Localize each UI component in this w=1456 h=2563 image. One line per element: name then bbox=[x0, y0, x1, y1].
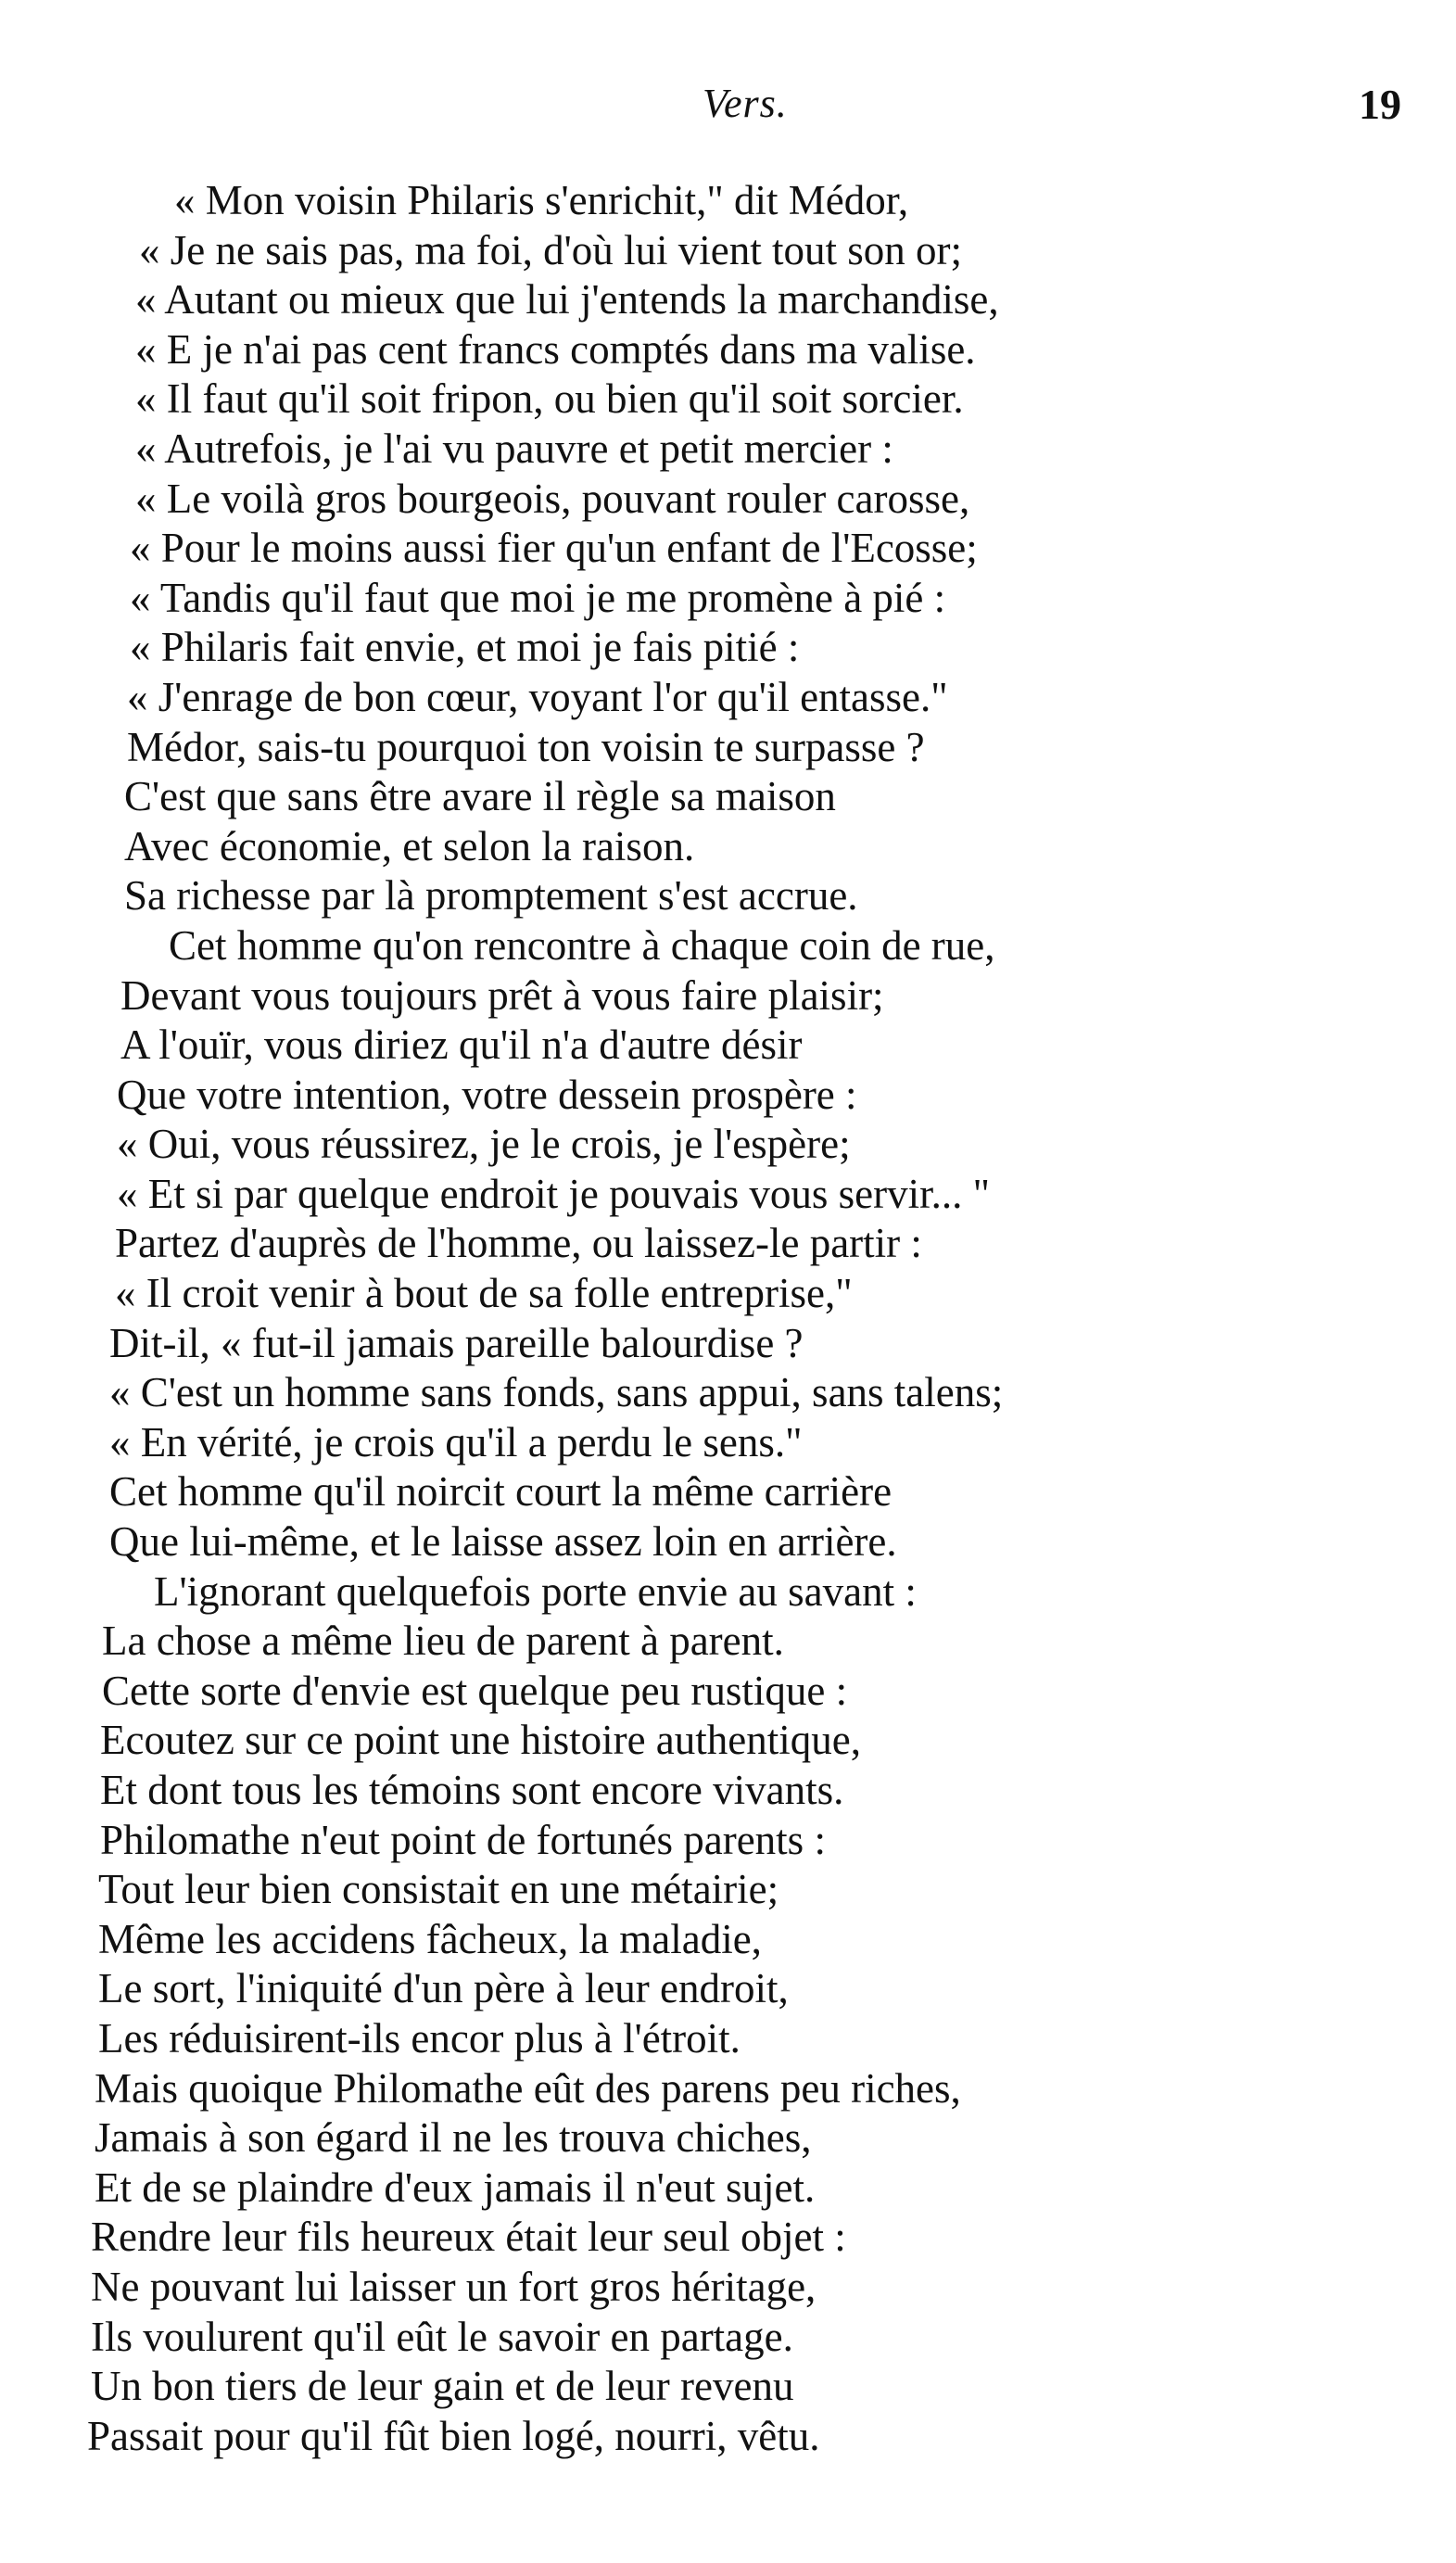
verse-line: « Tandis qu'il faut que moi je me promène à pié : bbox=[130, 574, 946, 621]
verse-line: Sa richesse par là promptement s'est accrue. bbox=[124, 872, 858, 920]
verse-line: La chose a même lieu de parent à parent. bbox=[102, 1618, 784, 1665]
verse-line: Rendre leur fils heureux était leur seul objet : bbox=[91, 2214, 846, 2261]
page-number: 19 bbox=[1359, 81, 1401, 128]
verse-line: Philomathe n'eut point de fortunés parents : bbox=[100, 1816, 826, 1863]
verse-line: « Et si par quelque endroit je pouvais vous servir... " bbox=[117, 1170, 990, 1217]
verse-line: Passait pour qu'il fût bien logé, nourri, vêtu. bbox=[87, 2412, 820, 2459]
verse-line: « J'enrage de bon cœur, voyant l'or qu'il entasse." bbox=[127, 673, 948, 720]
verse-line: Un bon tiers de leur gain et de leur revenu bbox=[91, 2363, 794, 2410]
verse-line: « Pour le moins aussi fier qu'un enfant de l'Ecosse; bbox=[130, 525, 978, 572]
verse-line: « C'est un homme sans fonds, sans appui, sans talens; bbox=[109, 1369, 1004, 1416]
running-head bbox=[0, 80, 1456, 145]
verse-line: « Je ne sais pas, ma foi, d'où lui vient tout son or; bbox=[139, 226, 963, 273]
verse-line: « Le voilà gros bourgeois, pouvant rouler carosse, bbox=[135, 475, 970, 522]
verse-line: « En vérité, je crois qu'il a perdu le sens." bbox=[109, 1418, 803, 1465]
verse-line: Ecoutez sur ce point une histoire authentique, bbox=[100, 1717, 861, 1764]
verse-line: Les réduisirent-ils encor plus à l'étroit. bbox=[98, 2014, 741, 2062]
verse-line: Le sort, l'iniquité d'un père à leur endroit, bbox=[98, 1965, 789, 2012]
verse-line: « E je n'ai pas cent francs comptés dans ma valise. bbox=[135, 325, 976, 373]
verse-line: « Oui, vous réussirez, je le crois, je l'espère; bbox=[117, 1121, 851, 1168]
verse-line: « Philaris fait envie, et moi je fais pitié : bbox=[130, 624, 800, 671]
verse-line: L'ignorant quelquefois porte envie au savant : bbox=[154, 1567, 917, 1615]
verse-line: C'est que sans être avare il règle sa maison bbox=[124, 773, 836, 820]
verse-line: Devant vous toujours prêt à vous faire plaisir; bbox=[120, 971, 884, 1019]
verse-line: « Autant ou mieux que lui j'entends la marchandise, bbox=[135, 276, 999, 324]
verse-line: Cet homme qu'il noircit court la même carrière bbox=[109, 1468, 893, 1516]
verse-line: « Il faut qu'il soit fripon, ou bien qu'il soit sorcier. bbox=[135, 375, 964, 423]
poem-text bbox=[0, 176, 1456, 2461]
verse-line: Que lui-même, et le laisse assez loin en arrière. bbox=[109, 1518, 897, 1566]
verse-line: Avec économie, et selon la raison. bbox=[124, 822, 695, 869]
verse-line: Cet homme qu'on rencontre à chaque coin de rue, bbox=[169, 921, 995, 969]
verse-line: A l'ouïr, vous diriez qu'il n'a d'autre désir bbox=[120, 1021, 803, 1069]
verse-line: Ne pouvant lui laisser un fort gros héritage, bbox=[91, 2263, 817, 2310]
running-title: Vers. bbox=[703, 81, 788, 126]
verse-line: Jamais à son égard il ne les trouva chiches, bbox=[95, 2114, 812, 2162]
verse-line: Dit-il, « fut-il jamais pareille balourdise ? bbox=[109, 1319, 804, 1366]
verse-line: Mais quoique Philomathe eût des parens peu riches, bbox=[95, 2064, 961, 2112]
verse-line: « Il croit venir à bout de sa folle entreprise," bbox=[115, 1270, 853, 1317]
verse-line: Ils voulurent qu'il eût le savoir en partage. bbox=[91, 2313, 793, 2360]
verse-line: Que votre intention, votre dessein prospère : bbox=[117, 1071, 857, 1118]
verse-line: Partez d'auprès de l'homme, ou laissez-le partir : bbox=[115, 1220, 922, 1267]
verse-line: Cette sorte d'envie est quelque peu rustique : bbox=[102, 1667, 848, 1714]
verse-line: « Mon voisin Philaris s'enrichit," dit Médor, bbox=[174, 177, 909, 223]
verse-line: Et dont tous les témoins sont encore vivants. bbox=[100, 1767, 844, 1813]
verse-line: Et de se plaindre d'eux jamais il n'eut sujet. bbox=[95, 2163, 816, 2211]
verse-line: « Autrefois, je l'ai vu pauvre et petit mercier : bbox=[135, 425, 893, 472]
verse-line: Même les accidens fâcheux, la maladie, bbox=[98, 1915, 762, 1962]
verse-line: Médor, sais-tu pourquoi ton voisin te surpasse ? bbox=[127, 723, 925, 770]
verse-line: Tout leur bien consistait en une métairie; bbox=[98, 1866, 779, 1913]
